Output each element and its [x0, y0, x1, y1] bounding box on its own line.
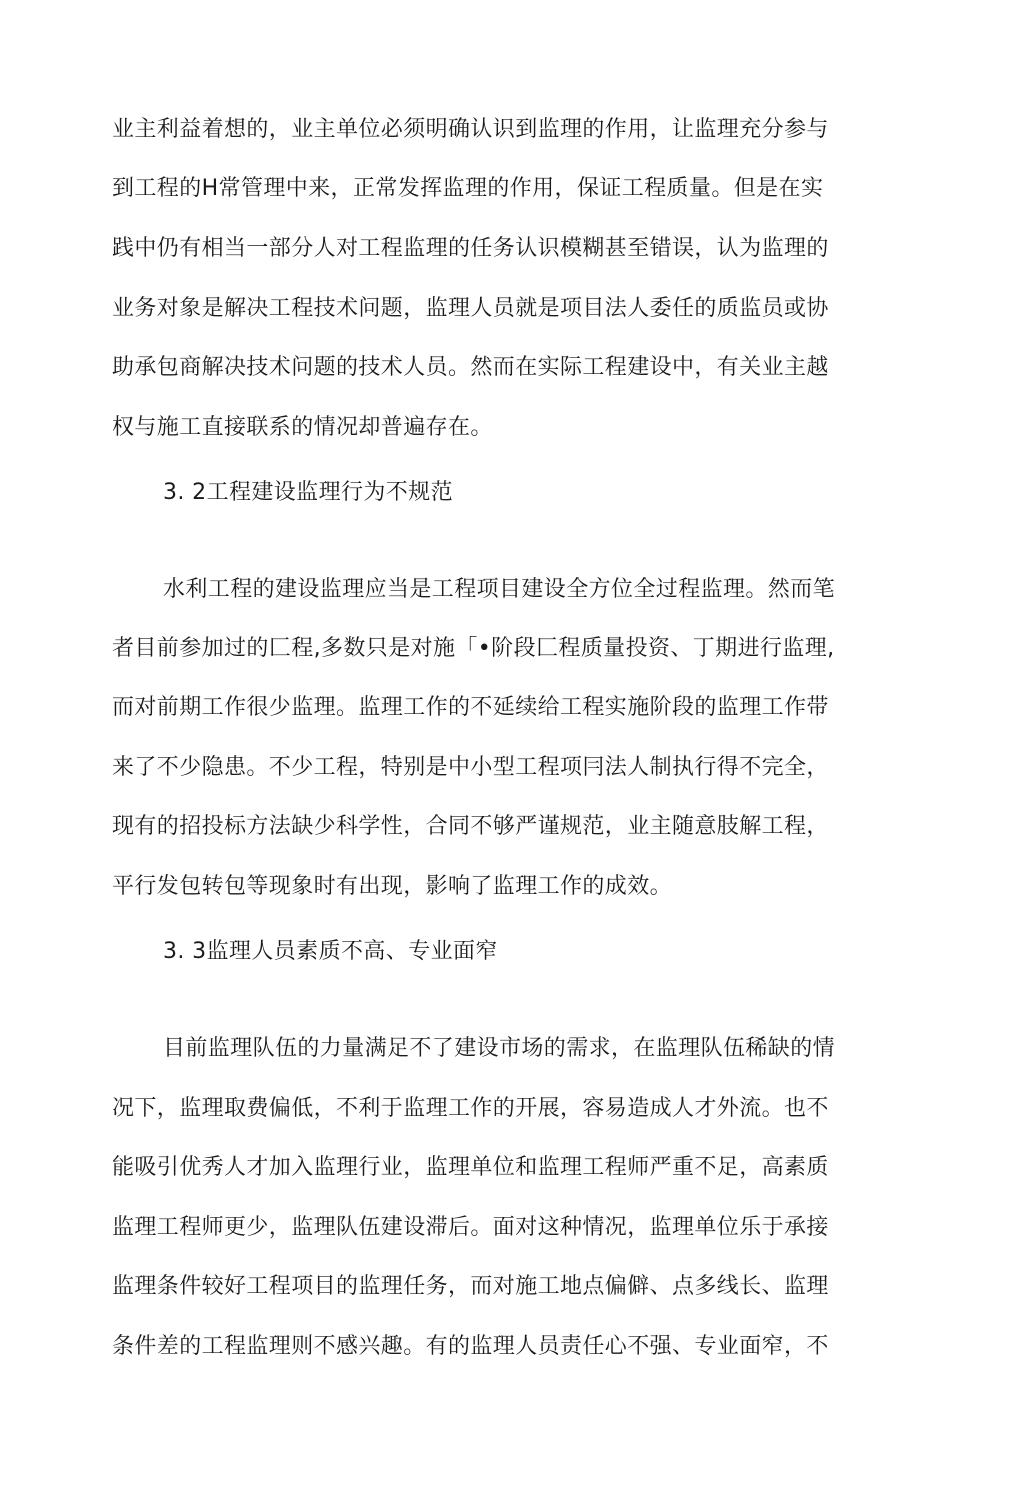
text-line: 监理条件较好工程项目的监理任务，而对施工地点偏僻、点多线长、监理: [112, 1274, 829, 1299]
text-line: 能吸引优秀人才加入监理行业，监理单位和监理工程师严重不足，高素质: [112, 1155, 829, 1180]
text-line: 践中仍有相当一部分人对工程监理的任务认识模糊甚至错误，认为监理的: [112, 236, 829, 261]
text-line: 权与施工直接联系的情况却普遍存在。: [112, 415, 493, 440]
text-line: 条件差的工程监理则不感兴趣。有的监理人员责任心不强、专业面窄，不: [112, 1334, 829, 1359]
text-line: 水利工程的建设监理应当是工程项目建设全方位全过程监理。然而笔: [163, 577, 836, 602]
text-line: 者目前参加过的匚程,多数只是对施「•阶段匚程质量投资、丁期进行监理,: [112, 636, 835, 661]
text-line: 业主利益着想的，业主单位必须明确认识到监理的作用，让监理充分参与: [112, 117, 829, 142]
text-line: 而对前期工作很少监理。监理工作的不延续给工程实施阶段的监理工作带: [112, 695, 829, 720]
text-line: 目前监理队伍的力量满足不了建设市场的需求，在监理队伍稀缺的情: [163, 1036, 836, 1061]
text-line: 现有的招投标方法缺少科学性，合同不够严谨规范，业主随意肢解工程，: [112, 814, 829, 839]
text-line: 况下，监理取费偏低，不利于监理工作的开展，容易造成人才外流。也不: [112, 1096, 829, 1121]
text-line: 助承包商解决技术问题的技术人员。然而在实际工程建设中，有关业主越: [112, 355, 829, 380]
text-line: 平行发包转包等现象时有出现，影响了监理工作的成效。: [112, 874, 673, 899]
text-line: 到工程的H常管理中来，正常发挥监理的作用，保证工程质量。但是在实: [112, 176, 824, 201]
text-line: 来了不少隐患。不少工程，特别是中小型工程项冃法人制执行得不完全，: [112, 755, 829, 780]
text-line: 监理工程师更少，监理队伍建设滞后。面对这种情况，监理单位乐于承接: [112, 1215, 829, 1240]
section-heading: 3. 2工程建设监理行为不规范: [163, 480, 453, 505]
section-heading: 3. 3监理人员素质不高、专业面窄: [163, 939, 498, 964]
text-line: 业务对象是解决工程技术问题，监理人员就是项目法人委任的质监员或协: [112, 296, 829, 321]
